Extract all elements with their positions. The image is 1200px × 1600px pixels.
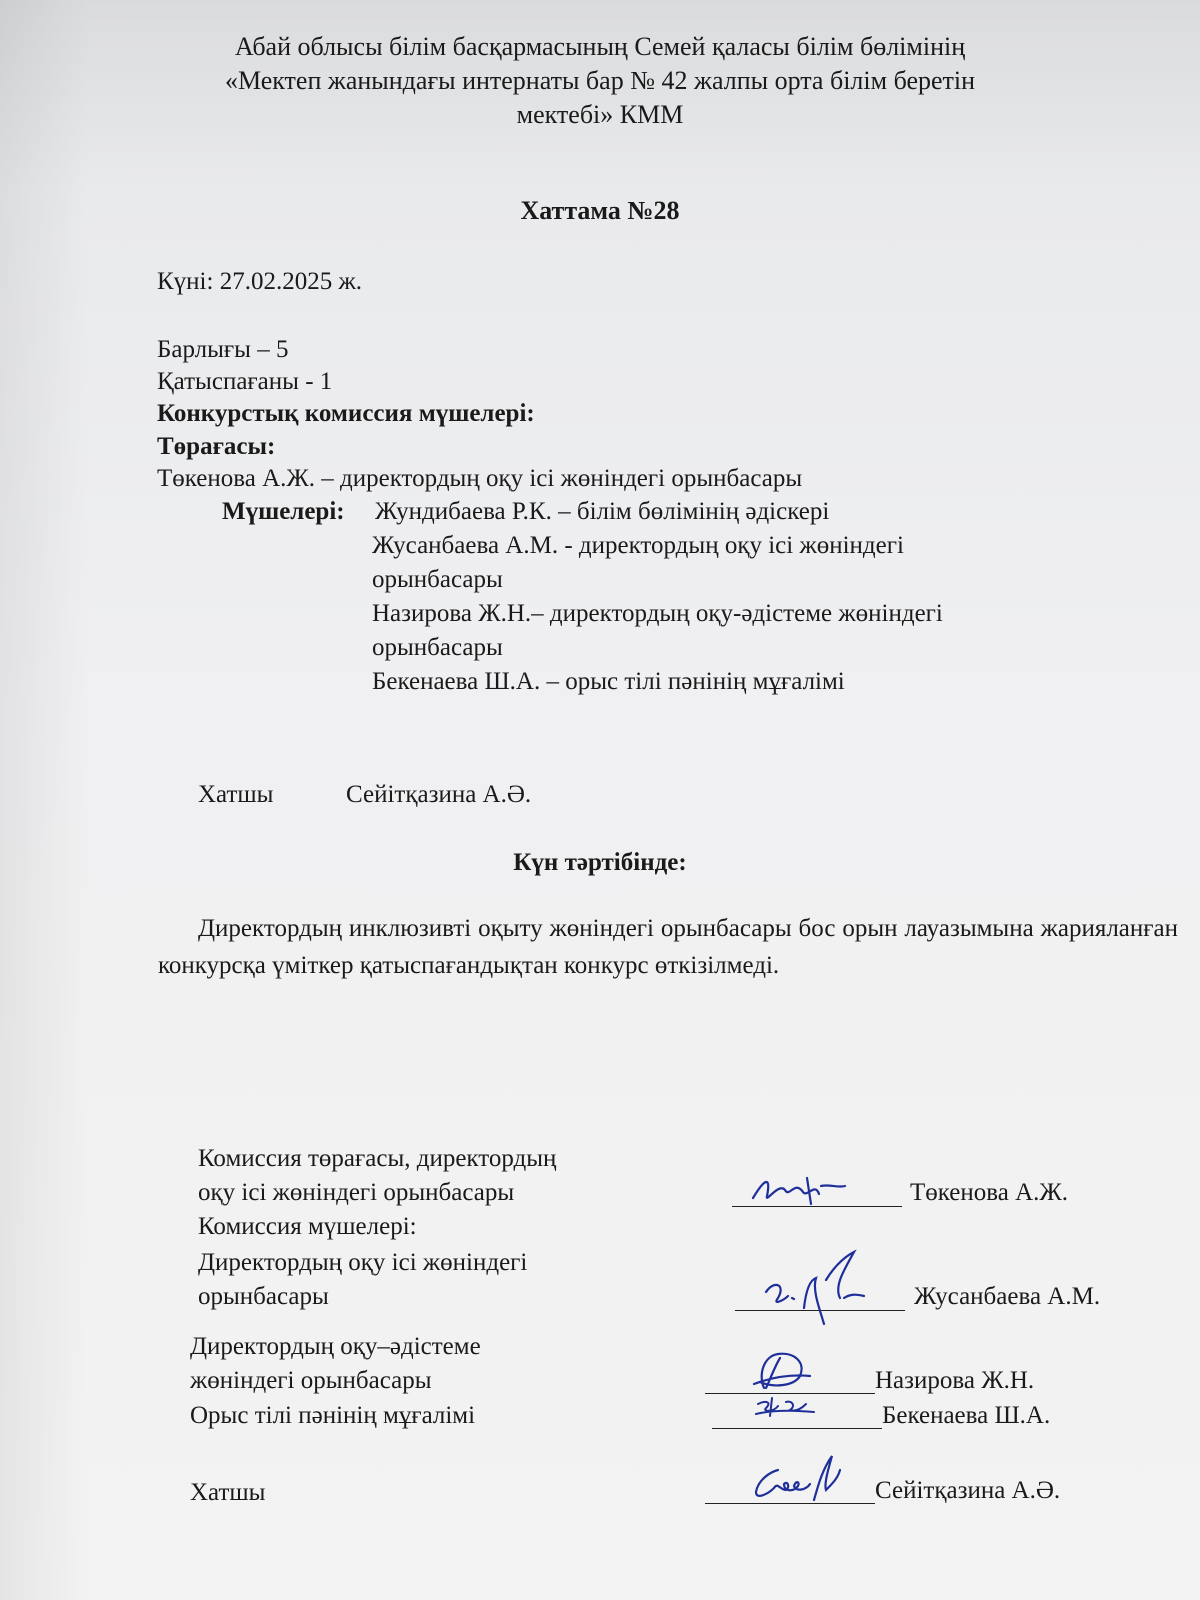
member-line-4: Назирова Ж.Н.– директордың оқу-әдістеме жөніндегі [372,600,943,627]
commission-heading: Конкурстық комиссия мүшелері: [157,400,535,427]
sig-m1-role-1: Директордың оқу ісі жөніндегі [198,1249,528,1276]
agenda-heading: Күн тәртібінде: [513,849,687,876]
sig-members-label: Комиссия мүшелері: [198,1213,417,1240]
chair-label: Төрағасы: [157,433,276,460]
sig-m1-role-2: орынбасары [198,1283,329,1310]
header-line-2: «Мектеп жанындағы интернаты бар № 42 жалпы орта білім беретін [224,66,976,95]
member-line-6: Бекенаева Ш.А. – орыс тілі пәнінің мұғалімі [372,668,845,695]
sig-chair-role-1: Комиссия төрағасы, директордың [198,1145,557,1172]
absent-count: Қатыспағаны - 1 [157,368,333,395]
member-line-1: Жундибаева Р.К. – білім бөлімінің әдіскері [375,498,830,525]
sig-m3-name: Бекенаева Ш.А. [882,1402,1051,1429]
handwritten-signature-m3 [752,1394,822,1429]
header-line-1: Абай облысы білім басқармасының Семей қаласы білім бөлімінің [234,32,966,61]
sig-m3-role: Орыс тілі пәнінің мұғалімі [190,1402,476,1429]
handwritten-signature-m2 [750,1348,830,1398]
date-line: Күні: 27.02.2025 ж. [157,268,362,295]
handwritten-signature-m1 [760,1250,870,1330]
member-line-5: орынбасары [372,634,503,661]
members-label: Мүшелері: [222,498,345,525]
secretary-name: Сейітқазина А.Ә. [346,781,532,808]
member-line-2: Жусанбаева А.М. - директордың оқу ісі жөніндегі [372,532,904,559]
handwritten-signature-chair [745,1168,855,1218]
sig-chair-name: Төкенова А.Ж. [910,1179,1069,1206]
document-title: Хаттама №28 [520,196,680,225]
sig-m2-role-1: Директордың оқу–әдістеме [190,1333,481,1360]
member-line-3: орынбасары [372,566,503,593]
handwritten-signature-secretary [748,1450,848,1510]
sig-m2-role-2: жөніндегі орынбасары [190,1367,432,1394]
total-count: Барлығы – 5 [157,336,289,363]
chair-line: Төкенова А.Ж. – директордың оқу ісі жөніндегі орынбасары [157,465,803,492]
sig-secretary-role: Хатшы [190,1479,266,1506]
sig-secretary-name: Сейітқазина А.Ә. [875,1477,1061,1504]
paper-shadow [0,0,90,1600]
secretary-label: Хатшы [198,781,274,808]
agenda-text: Директордың инклюзивті оқыту жөніндегі орынбасары бос орын лауазымына жарияланған конкурсқа үміткер қатыспағандықтан конкурс өткізілмеді. [158,915,1178,979]
header-line-3: мектебі» КММ [516,100,684,129]
sig-m1-name: Жусанбаева А.М. [914,1283,1101,1310]
sig-chair-role-2: оқу ісі жөніндегі орынбасары [198,1179,515,1206]
sig-m2-name: Назирова Ж.Н. [875,1367,1035,1394]
